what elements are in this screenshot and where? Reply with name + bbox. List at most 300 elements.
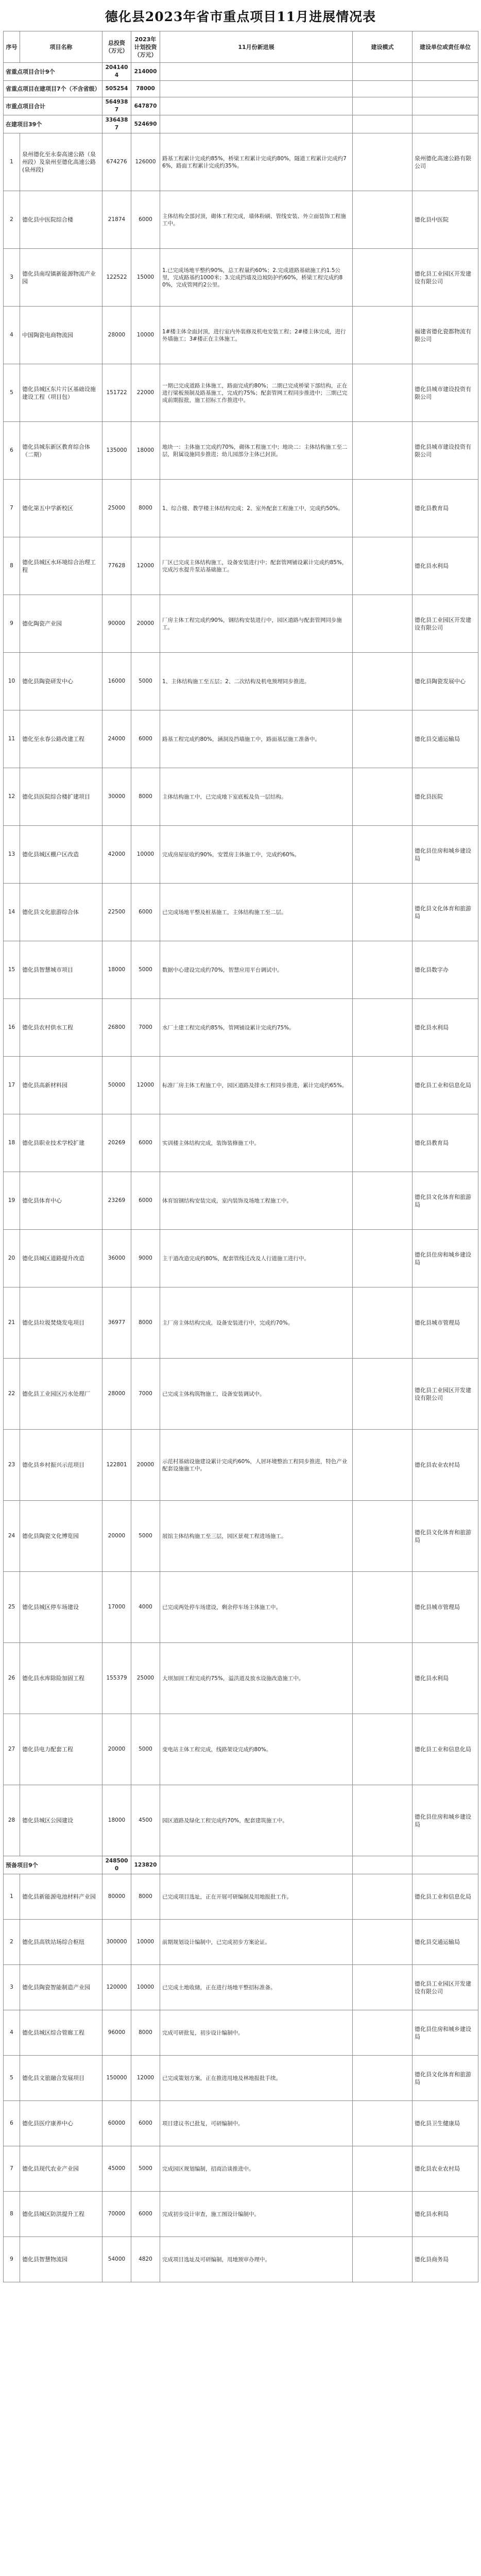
build-mode [353,710,413,768]
progress-text: 一期已完成道路主体施工，路面完成约80%；二期已完成桥梁下部结构，正在进行梁板预制及路基施工，完成约75%；配套管网工程同步推进中；三期已完成前期报批，施工招标工作推进中。 [160,364,353,422]
row-index: 3 [4,249,20,307]
progress-text: 已完成两处停车场建设，剩余停车场主体施工中。 [160,1572,353,1643]
build-mode [353,1874,413,1920]
build-mode [353,826,413,884]
build-mode [353,2010,413,2056]
plan-investment: 10000 [131,1965,160,2010]
responsible-unit: 德化县工业园区开发建设有限公司 [413,595,478,653]
plan-investment: 22000 [131,364,160,422]
table-row [4,537,478,595]
responsible-unit: 德化县工业和信息化局 [413,1874,478,1920]
progress-text: 主体结构施工中，已完成地下室底板及负一层结构。 [160,768,353,826]
project-name: 德化县乡村振兴示范项目 [20,1430,102,1501]
plan-investment: 12000 [131,537,160,595]
responsible-unit: 德化县城市建设投资有限公司 [413,364,478,422]
responsible-unit: 德化县城市管理局 [413,1572,478,1643]
row-index: 12 [4,768,20,826]
project-name: 泉州德化至永泰高速公路（泉州段）及泉州至德化高速公路(泉州段) [20,133,102,191]
table-row [4,1359,478,1430]
plan-investment: 7000 [131,999,160,1057]
responsible-unit: 德化县住房和城乡建设局 [413,1785,478,1856]
progress-text: 大坝加固工程完成约75%，溢洪道及放水设施改造施工中。 [160,1643,353,1714]
responsible-unit: 德化县水利局 [413,537,478,595]
progress-text: 主厂房主体结构完成，设备安装进行中，完成约70%。 [160,1287,353,1359]
total-investment: 20000 [102,1714,131,1785]
table-row [4,653,478,710]
project-name: 德化县城区综合管廊工程 [20,2010,102,2056]
build-mode [353,1172,413,1230]
table-row [4,307,478,364]
section-row-prep [4,1856,478,1874]
plan-investment: 8000 [131,1874,160,1920]
responsible-unit: 德化县卫生健康局 [413,2101,478,2146]
responsible-unit: 德化县中医院 [413,191,478,249]
build-mode [353,2237,413,2282]
total-investment: 150000 [102,2056,131,2101]
plan-investment: 25000 [131,1643,160,1714]
progress-text: 园区道路及绿化工程完成约70%，配套建筑施工中。 [160,1785,353,1856]
project-name: 德化县城东新区教育综合体（二期） [20,422,102,480]
progress-text: 标准厂房主体工程施工中，园区道路及排水工程同步推进，累计完成约65%。 [160,1057,353,1114]
table-row [4,1714,478,1785]
project-name: 德化县陶瓷文化博览园 [20,1501,102,1572]
project-name: 德化县农村供水工程 [20,999,102,1057]
table-row [4,1920,478,1965]
project-name: 德化县陶瓷研发中心 [20,653,102,710]
summary-row [4,97,478,115]
total-investment: 90000 [102,595,131,653]
plan-investment: 9000 [131,1230,160,1287]
plan-investment: 126000 [131,133,160,191]
build-mode [353,2056,413,2101]
project-name: 德化县高新材料园 [20,1057,102,1114]
progress-text: 项目建议书已批复，可研编制中。 [160,2101,353,2146]
progress-text: 变电站主体工程完成，线路架设完成约80%。 [160,1714,353,1785]
table-row [4,2192,478,2237]
total-investment: 18000 [102,941,131,999]
total-investment: 20269 [102,1114,131,1172]
row-index: 4 [4,2010,20,2056]
row-index: 17 [4,1057,20,1114]
progress-text: 实训楼主体结构完成，装饰装修施工中。 [160,1114,353,1172]
total-investment: 155379 [102,1643,131,1714]
header-plan: 2023年计划投资（万元） [131,31,160,63]
build-mode [353,1287,413,1359]
progress-text: 体育馆钢结构安装完成，室内装饰及场地工程施工中。 [160,1172,353,1230]
plan-investment: 8000 [131,480,160,537]
header-unit: 建设单位或责任单位 [413,31,478,63]
project-name: 德化县医疗康养中心 [20,2101,102,2146]
project-name: 德化第五中学新校区 [20,480,102,537]
total-investment: 16000 [102,653,131,710]
progress-text: 展馆主体结构施工至三层，园区景观工程进场施工。 [160,1501,353,1572]
build-mode [353,249,413,307]
total-investment: 151722 [102,364,131,422]
plan-investment: 5000 [131,2146,160,2192]
section-plan: 524690 [131,115,160,133]
table-header [4,31,478,63]
progress-text: 1、综合楼、教学楼主体结构完成；2、室外配套工程施工中，完成约50%。 [160,480,353,537]
total-investment: 24000 [102,710,131,768]
build-mode [353,1430,413,1501]
progress-text: 路基工程完成约80%，涵洞及挡墙施工中，路面基层施工准备中。 [160,710,353,768]
project-name: 德化县职业技术学校扩建 [20,1114,102,1172]
total-investment: 50000 [102,1057,131,1114]
table-row [4,133,478,191]
row-index: 8 [4,2192,20,2237]
build-mode [353,1643,413,1714]
plan-investment: 6000 [131,191,160,249]
row-index: 6 [4,422,20,480]
plan-investment: 12000 [131,1057,160,1114]
responsible-unit: 德化县工业园区开发建设有限公司 [413,1359,478,1430]
build-mode [353,884,413,941]
section-row-building [4,115,478,133]
table-row [4,710,478,768]
row-index: 15 [4,941,20,999]
project-name: 德化陶瓷产业园 [20,595,102,653]
row-index: 2 [4,191,20,249]
responsible-unit: 德化县工业和信息化局 [413,1057,478,1114]
plan-investment: 20000 [131,1430,160,1501]
table-row [4,941,478,999]
responsible-unit: 德化县水利局 [413,1643,478,1714]
project-name: 德化县现代农业产业园 [20,2146,102,2192]
table-row [4,1287,478,1359]
header-idx: 序号 [4,31,20,63]
summary-total: 5649387 [102,97,131,115]
total-investment: 300000 [102,1920,131,1965]
table-row [4,826,478,884]
responsible-unit: 德化县城市建设投资有限公司 [413,422,478,480]
row-index: 28 [4,1785,20,1856]
progress-text: 地块一：主体施工完成约70%，砌体工程施工中；地块二：主体结构施工至二层，附属设施同步推进；幼儿园部分主体已封顶。 [160,422,353,480]
project-name: 德化县城区东片片区基础设施建设工程（项目包） [20,364,102,422]
plan-investment: 6000 [131,2101,160,2146]
table-row [4,1965,478,2010]
summary-row [4,63,478,81]
plan-investment: 6000 [131,2192,160,2237]
total-investment: 21874 [102,191,131,249]
plan-investment: 6000 [131,1114,160,1172]
row-index: 19 [4,1172,20,1230]
build-mode [353,1501,413,1572]
progress-text: 已完成场地平整及桩基施工，主体结构施工至二层。 [160,884,353,941]
total-investment: 135000 [102,422,131,480]
summary-total: 505254 [102,81,131,97]
plan-investment: 15000 [131,249,160,307]
responsible-unit: 德化县工业和信息化局 [413,1714,478,1785]
total-investment: 36977 [102,1287,131,1359]
responsible-unit: 德化县文化体育和旅游局 [413,1501,478,1572]
project-name: 德化至永春公路改建工程 [20,710,102,768]
total-investment: 120000 [102,1965,131,2010]
build-mode [353,1714,413,1785]
row-index: 3 [4,1965,20,2010]
row-index: 7 [4,2146,20,2192]
project-table [3,31,478,2282]
summary-total: 2041404 [102,63,131,81]
progress-text: 已完成土地收储，正在进行场地平整招标准备。 [160,1965,353,2010]
progress-text: 1、主体结构施工至五层；2、二次结构及机电预埋同步推进。 [160,653,353,710]
plan-investment: 5000 [131,1714,160,1785]
row-index: 24 [4,1501,20,1572]
row-index: 26 [4,1643,20,1714]
table-row [4,884,478,941]
header-mode: 建设模式 [353,31,413,63]
responsible-unit: 德化县农业农村局 [413,1430,478,1501]
build-mode [353,768,413,826]
plan-investment: 6000 [131,710,160,768]
table-row [4,1501,478,1572]
row-index: 13 [4,826,20,884]
total-investment: 22500 [102,884,131,941]
build-mode [353,1965,413,2010]
progress-text: 完成项目选址及可研编制，用地预审办理中。 [160,2237,353,2282]
row-index: 18 [4,1114,20,1172]
progress-text: 数据中心建设完成约70%，智慧应用平台调试中。 [160,941,353,999]
progress-text: 完成可研批复，初步设计编制中。 [160,2010,353,2056]
total-investment: 122801 [102,1430,131,1501]
section-total: 3364387 [102,115,131,133]
build-mode [353,191,413,249]
row-index: 1 [4,1874,20,1920]
table-row [4,1785,478,1856]
row-index: 14 [4,884,20,941]
row-index: 10 [4,653,20,710]
progress-text: 主体结构全部封顶，砌体工程完成，墙体粉刷、管线安装、外立面装饰工程施工中。 [160,191,353,249]
build-mode [353,999,413,1057]
row-index: 27 [4,1714,20,1785]
total-investment: 70000 [102,2192,131,2237]
responsible-unit: 德化县工业园区开发建设有限公司 [413,249,478,307]
row-index: 6 [4,2101,20,2146]
table-row [4,191,478,249]
progress-text: 1.已完成场地平整约90%，总工程量约60%；2.完成道路基础施工约1.5公里，完成路基约1000米；3.完成挡墙及边坡防护约60%，桥梁工程完成约80%，完成管网约2公里。 [160,249,353,307]
progress-text: 已完成策划方案，正在推进用地及林地报批手续。 [160,2056,353,2101]
responsible-unit: 德化县住房和城乡建设局 [413,2010,478,2056]
plan-investment: 12000 [131,2056,160,2101]
plan-investment: 8000 [131,768,160,826]
build-mode [353,1572,413,1643]
total-investment: 20000 [102,1501,131,1572]
plan-investment: 8000 [131,1287,160,1359]
build-mode [353,537,413,595]
build-mode [353,1920,413,1965]
project-name: 德化县垃圾焚烧发电项目 [20,1287,102,1359]
progress-text: 路基工程累计完成约85%，桥梁工程累计完成约80%，隧道工程累计完成约76%，路面工程累计完成约35%。 [160,133,353,191]
responsible-unit: 德化县教育局 [413,1114,478,1172]
progress-text: 示范村基础设施建设累计完成约60%，人居环境整治工程同步推进，特色产业配套设施施工中。 [160,1430,353,1501]
plan-investment: 4500 [131,1785,160,1856]
table-row [4,2101,478,2146]
summary-label: 省重点项目合计9个 [4,63,102,81]
total-investment: 17000 [102,1572,131,1643]
plan-investment: 5000 [131,1501,160,1572]
total-investment: 18000 [102,1785,131,1856]
project-name: 德化县城区棚户区改造 [20,826,102,884]
row-index: 9 [4,595,20,653]
row-index: 9 [4,2237,20,2282]
project-name: 德化县城区水环境综合治理工程 [20,537,102,595]
project-name: 德化县南埕镇新能源物流产业园 [20,249,102,307]
build-mode [353,1057,413,1114]
plan-investment: 10000 [131,307,160,364]
plan-investment: 4000 [131,1572,160,1643]
responsible-unit: 德化县农业农村局 [413,2146,478,2192]
table-row [4,480,478,537]
project-name: 德化县新能源电池材料产业园 [20,1874,102,1920]
total-investment: 54000 [102,2237,131,2282]
build-mode [353,364,413,422]
page-title: 德化县2023年省市重点项目11月进展情况表 [105,9,376,24]
plan-investment: 18000 [131,422,160,480]
row-index: 4 [4,307,20,364]
responsible-unit: 德化县文化体育和旅游局 [413,884,478,941]
progress-text: 厂房主体工程完成约90%，钢结构安装进行中，园区道路与配套管网同步施工。 [160,595,353,653]
row-index: 21 [4,1287,20,1359]
summary-label: 市重点项目合计 [4,97,102,115]
header-name: 项目名称 [20,31,102,63]
section-label: 预备项目9个 [4,1856,102,1874]
header-total: 总投资（万元） [102,31,131,63]
row-index: 5 [4,364,20,422]
summary-label: 省重点项目在建项目7个（不含省级） [4,81,102,97]
project-name: 德化县智慧城市项目 [20,941,102,999]
progress-text: 完成房屋征收约90%，安置房主体施工中，完成约60%。 [160,826,353,884]
responsible-unit: 德化县陶瓷发展中心 [413,653,478,710]
build-mode [353,1359,413,1430]
row-index: 1 [4,133,20,191]
plan-investment: 4820 [131,2237,160,2282]
build-mode [353,2146,413,2192]
table-row [4,999,478,1057]
summary-plan: 214000 [131,63,160,81]
project-name: 德化县城区公园建设 [20,1785,102,1856]
section-plan: 123820 [131,1856,160,1874]
total-investment: 77628 [102,537,131,595]
table-row [4,768,478,826]
row-index: 16 [4,999,20,1057]
project-name: 德化县医院综合楼扩建项目 [20,768,102,826]
table-row [4,2056,478,2101]
project-name: 德化县工业园区污水处理厂 [20,1359,102,1430]
total-investment: 45000 [102,2146,131,2192]
table-row [4,1643,478,1714]
responsible-unit: 德化县工业园区开发建设有限公司 [413,1965,478,2010]
project-name: 德化县城区停车场建设 [20,1572,102,1643]
total-investment: 25000 [102,480,131,537]
project-name: 德化县高铁站场综合枢纽 [20,1920,102,1965]
total-investment: 28000 [102,307,131,364]
responsible-unit: 德化县水利局 [413,999,478,1057]
table-row [4,2237,478,2282]
project-name: 德化县文化旅游综合体 [20,884,102,941]
build-mode [353,1230,413,1287]
project-name: 德化县文旅融合发展项目 [20,2056,102,2101]
header-progress: 11月份新进展 [160,31,353,63]
table-row [4,1572,478,1643]
responsible-unit: 德化县商务局 [413,2237,478,2282]
plan-investment: 5000 [131,941,160,999]
project-name: 德化县中医院综合楼 [20,191,102,249]
responsible-unit: 德化县水利局 [413,2192,478,2237]
table-row [4,1430,478,1501]
plan-investment: 8000 [131,2010,160,2056]
table-row [4,422,478,480]
responsible-unit: 德化县交通运输局 [413,710,478,768]
progress-text: 完成初步设计审查，施工图设计编制中。 [160,2192,353,2237]
build-mode [353,307,413,364]
responsible-unit: 福建省德化瓷都物流有限公司 [413,307,478,364]
progress-text: 主干道改造完成约80%，配套管线迁改及人行道施工进行中。 [160,1230,353,1287]
plan-investment: 5000 [131,653,160,710]
row-index: 23 [4,1430,20,1501]
project-name: 德化县城区道路提升改造 [20,1230,102,1287]
total-investment: 122522 [102,249,131,307]
responsible-unit: 德化县交通运输局 [413,1920,478,1965]
progress-text: 已完成主体构筑物施工，设备安装调试中。 [160,1359,353,1430]
table-row [4,1874,478,1920]
table-row [4,2146,478,2192]
total-investment: 23269 [102,1172,131,1230]
total-investment: 42000 [102,826,131,884]
row-index: 20 [4,1230,20,1287]
plan-investment: 7000 [131,1359,160,1430]
responsible-unit: 德化县城市管理局 [413,1287,478,1359]
total-investment: 80000 [102,1874,131,1920]
total-investment: 26800 [102,999,131,1057]
build-mode [353,941,413,999]
build-mode [353,653,413,710]
total-investment: 96000 [102,2010,131,2056]
section-total: 2485000 [102,1856,131,1874]
table-row [4,1172,478,1230]
progress-text: 厂区已完成主体结构施工，设备安装进行中；配套管网铺设累计完成约85%，完成污水提升泵站基础施工。 [160,537,353,595]
build-mode [353,133,413,191]
project-name: 德化县城区防洪提升工程 [20,2192,102,2237]
total-investment: 60000 [102,2101,131,2146]
summary-row [4,81,478,97]
table-row [4,595,478,653]
row-index: 25 [4,1572,20,1643]
build-mode [353,2101,413,2146]
build-mode [353,422,413,480]
build-mode [353,1114,413,1172]
responsible-unit: 泉州德化高速公路有限公司 [413,133,478,191]
table-row [4,1230,478,1287]
row-index: 22 [4,1359,20,1430]
summary-plan: 78000 [131,81,160,97]
plan-investment: 6000 [131,1172,160,1230]
table-row [4,1114,478,1172]
responsible-unit: 德化县文化体育和旅游局 [413,2056,478,2101]
build-mode [353,480,413,537]
responsible-unit: 德化县医院 [413,768,478,826]
project-name: 中国陶瓷电商物流园 [20,307,102,364]
project-name: 德化县水库除险加固工程 [20,1643,102,1714]
responsible-unit: 德化县教育局 [413,480,478,537]
total-investment: 28000 [102,1359,131,1430]
total-investment: 36000 [102,1230,131,1287]
progress-text: 已完成项目选址，正在开展可研编制及用地报批工作。 [160,1874,353,1920]
row-index: 8 [4,537,20,595]
plan-investment: 6000 [131,884,160,941]
progress-text: 水厂土建工程完成约85%，管网铺设累计完成约75%。 [160,999,353,1057]
responsible-unit: 德化县住房和城乡建设局 [413,826,478,884]
project-name: 德化县体育中心 [20,1172,102,1230]
plan-investment: 20000 [131,595,160,653]
